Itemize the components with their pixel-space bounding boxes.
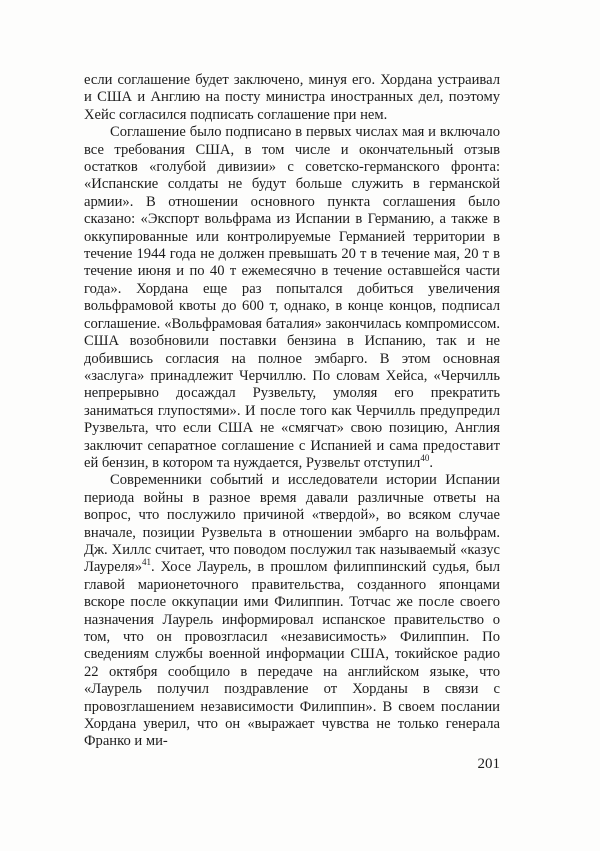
paragraph-text: если соглашение будет заключено, минуя его. Хордана устраивал и США и Англию на посту министра иностранных дел, поэтому Хейс согласился подписать соглашение при нем. [84,72,500,123]
paragraph-text: . [429,454,433,471]
paragraph-text: Соглашение было подписано в первых числах мая и включало все требования США, в том числе и окончательный отзыв остатков «голубой дивизии» с советско-германского фронта: «Испанские солдаты не будут больше служить в германской армии». В отношении основного пункта соглашения было сказано: «Экспорт вольфрама из Испании в Германию, а также в оккупированные или контролируемые Германией территории в течение 1944 года не должен превышать 20 т в течение мая, 20 т в течение июня и по 40 т ежемесячно в течение оставшейся части года». Хордана еще раз попытался добиться увеличения вольфрамовой квоты до 600 т, однако, в конце концов, подписал соглашение. «Вольфрамовая баталия» закончилась компромиссом. США возобновили поставки бензина в Испанию, так и не добившись согласия на полное эмбарго. В этом основная «заслуга» принадлежит Черчиллю. По словам Хейса, «Черчилль непрерывно досаждал Рузвельту, умоляя его прекратить заниматься глупостями». И после того как Черчилль предупредил Рузвельта, что если США не «смягчат» свою позицию, Англия заключит сепаратное соглашение с Испанией и сама предоставит ей бензин, в котором та нуждается, Рузвельт отступил [84,124,500,471]
paragraph [84,472,500,751]
paragraph [84,124,500,472]
paragraph [84,72,500,124]
footnote-marker: 41 [142,557,151,568]
body-text [84,72,500,751]
paragraph-text: . Хосе Лаурель, в прошлом филиппинский судья, был главой марионеточного правительства, созданного японцами вскоре после оккупации ими Филиппин. Тотчас же после своего назначения Лаурель информировал испанское правительство о том, что он провозгласил «независимость» Филиппин. По сведениям службы военной информации США, токийское радио 22 октября сообщило в передаче на английском языке, что «Лаурель получил поздравление от Хорданы в связи с провозглашением независимости Филиппин». В своем послании Хордана уверил, что он «выражает чувства не только генерала Франко и ми- [84,559,500,750]
page-number: 201 [477,756,500,772]
paragraph-text: Современники событий и исследователи истории Испании периода войны в разное время давали различные ответы на вопрос, что послужило причиной «твердой», во всяком случае вначале, позиции Рузвельта в отношении эмбарго на вольфрам. Дж. Хиллс считает, что поводом послужил так называемый «казус Лауреля» [84,472,500,576]
footnote-marker: 40 [420,453,430,464]
